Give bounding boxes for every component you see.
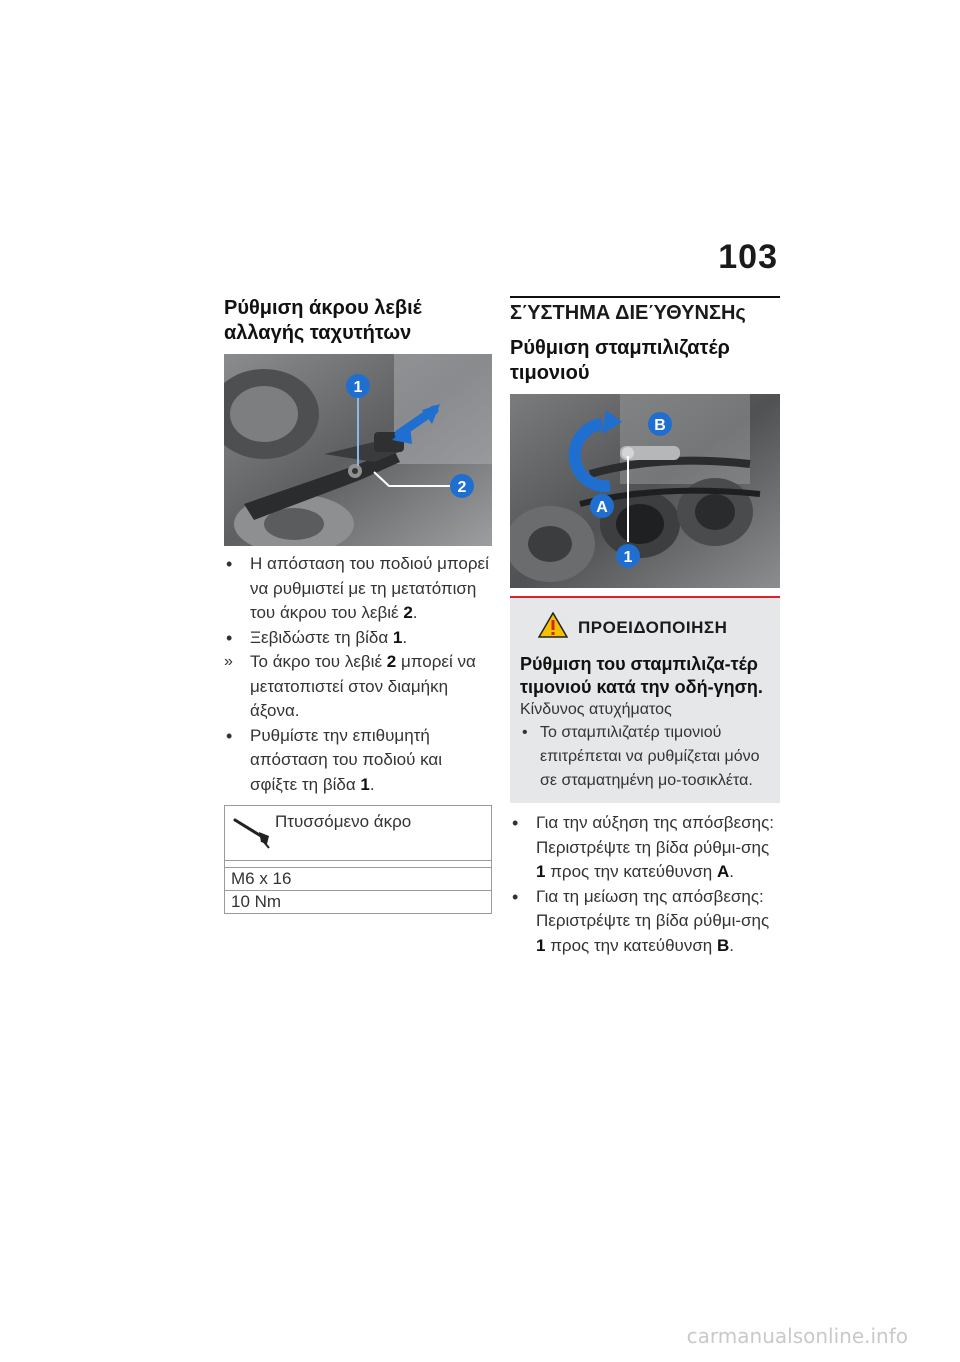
torque-spec-label: Πτυσσόμενο άκρο [275, 812, 412, 831]
step-text: μπορεί να μετατοπιστεί στον διαμήκη άξονα. [250, 652, 476, 720]
warning-item [520, 721, 770, 793]
bullet-marker: • [512, 886, 519, 907]
warning-title: ΠΡΟΕΙΔΟΠΟΙΗΣΗ [578, 617, 728, 637]
bullet-marker: • [226, 554, 233, 574]
torque-spec-value: 10 Nm [231, 892, 282, 911]
step-ref: 1 [392, 627, 403, 647]
bullet-marker: • [512, 813, 519, 833]
callout-b-label: B [654, 417, 666, 434]
result-marker: » [224, 653, 233, 670]
step-item [224, 626, 492, 651]
step-text: Το άκρο του λεβιέ [250, 652, 387, 671]
result-item [224, 650, 492, 724]
step-text: προς την κατεύθυνση [545, 935, 717, 955]
callout-1-label: 1 [353, 379, 363, 396]
step-ref: 2 [403, 603, 413, 622]
watermark: carmanualsonline.info [686, 1324, 908, 1348]
step-ref: 1 [536, 935, 546, 955]
step-ref: 1 [360, 774, 370, 794]
warning-item-text: Το σταμπιλιζατέρ τιμονιού επιτρέπεται να ρυθμίζεται μόνο σε σταματημένη μο-τοσικλέτα. [540, 724, 760, 789]
torque-spec-size: M6 x 16 [225, 868, 491, 891]
step-ref: A [717, 862, 730, 881]
steering-damper-steps [510, 811, 780, 958]
section-heading-shift-lever: Ρύθμιση άκρου λεβιέ αλλαγής ταχυτήτων [224, 297, 422, 344]
callout-a-label: A [596, 499, 608, 516]
step-text: . [729, 935, 735, 955]
step-text: Για την αύξηση της απόσβεσης: Περιστρέψτε τη βίδα ρύθμι-σης [536, 813, 775, 857]
step-text: . [729, 862, 735, 881]
callout-1-label: 1 [623, 549, 633, 566]
warning-subtitle: Ρύθμιση του σταμπιλιζα-τέρ τιμονιού κατά την οδή-γηση. [520, 654, 763, 697]
shift-lever-figure [224, 354, 492, 546]
chapter-title: ΣΎΣΤΗΜΑ ΔΙΕΎΘΥΝΣΗς [510, 296, 780, 326]
torque-spacer [225, 861, 491, 868]
bullet-marker: • [226, 627, 233, 648]
step-item [510, 885, 780, 959]
warning-header [538, 612, 770, 643]
step-item [224, 552, 492, 626]
left-column [224, 296, 492, 914]
section-heading-steering-damper: Ρύθμιση σταμπιλιζατέρ τιμονιού [510, 337, 730, 384]
bullet-marker: • [226, 725, 233, 746]
step-item [224, 724, 492, 798]
step-ref: B [717, 935, 730, 955]
torque-spec-header [225, 806, 491, 861]
warning-triangle-icon [538, 612, 568, 643]
warning-box [510, 596, 780, 803]
step-text: Ξεβιδώστε τη βίδα [250, 627, 393, 647]
right-column [510, 296, 780, 958]
shift-lever-illustration [224, 354, 492, 546]
step-text: . [412, 603, 418, 622]
step-text: Η απόσταση του ποδιού μπορεί να ρυθμιστεί με τη μετατόπιση του άκρου του λεβιέ [250, 554, 489, 622]
warning-risk: Κίνδυνος ατυχήματος [520, 701, 672, 718]
steering-damper-illustration [510, 394, 780, 588]
torque-spec-table [224, 805, 492, 914]
step-text: Για τη μείωση της απόσβεσης: Περιστρέψτε τη βίδα ρύθμι-σης [536, 886, 770, 930]
step-ref: 2 [386, 652, 397, 671]
warning-list [520, 721, 770, 793]
torque-wrench-icon [231, 814, 273, 855]
steering-damper-figure [510, 394, 780, 588]
callout-2-label: 2 [457, 479, 467, 496]
step-text: προς την κατεύθυνση [545, 862, 717, 881]
step-text: Ρυθμίστε την επιθυμητή απόσταση του ποδιού και σφίξτε τη βίδα [250, 725, 442, 794]
step-item [510, 811, 780, 885]
page-number: 103 [718, 238, 778, 276]
shift-lever-steps [224, 552, 492, 797]
bullet-marker: • [522, 724, 528, 741]
step-text: . [402, 627, 408, 647]
step-ref: 1 [536, 862, 546, 881]
step-text: . [369, 774, 375, 794]
